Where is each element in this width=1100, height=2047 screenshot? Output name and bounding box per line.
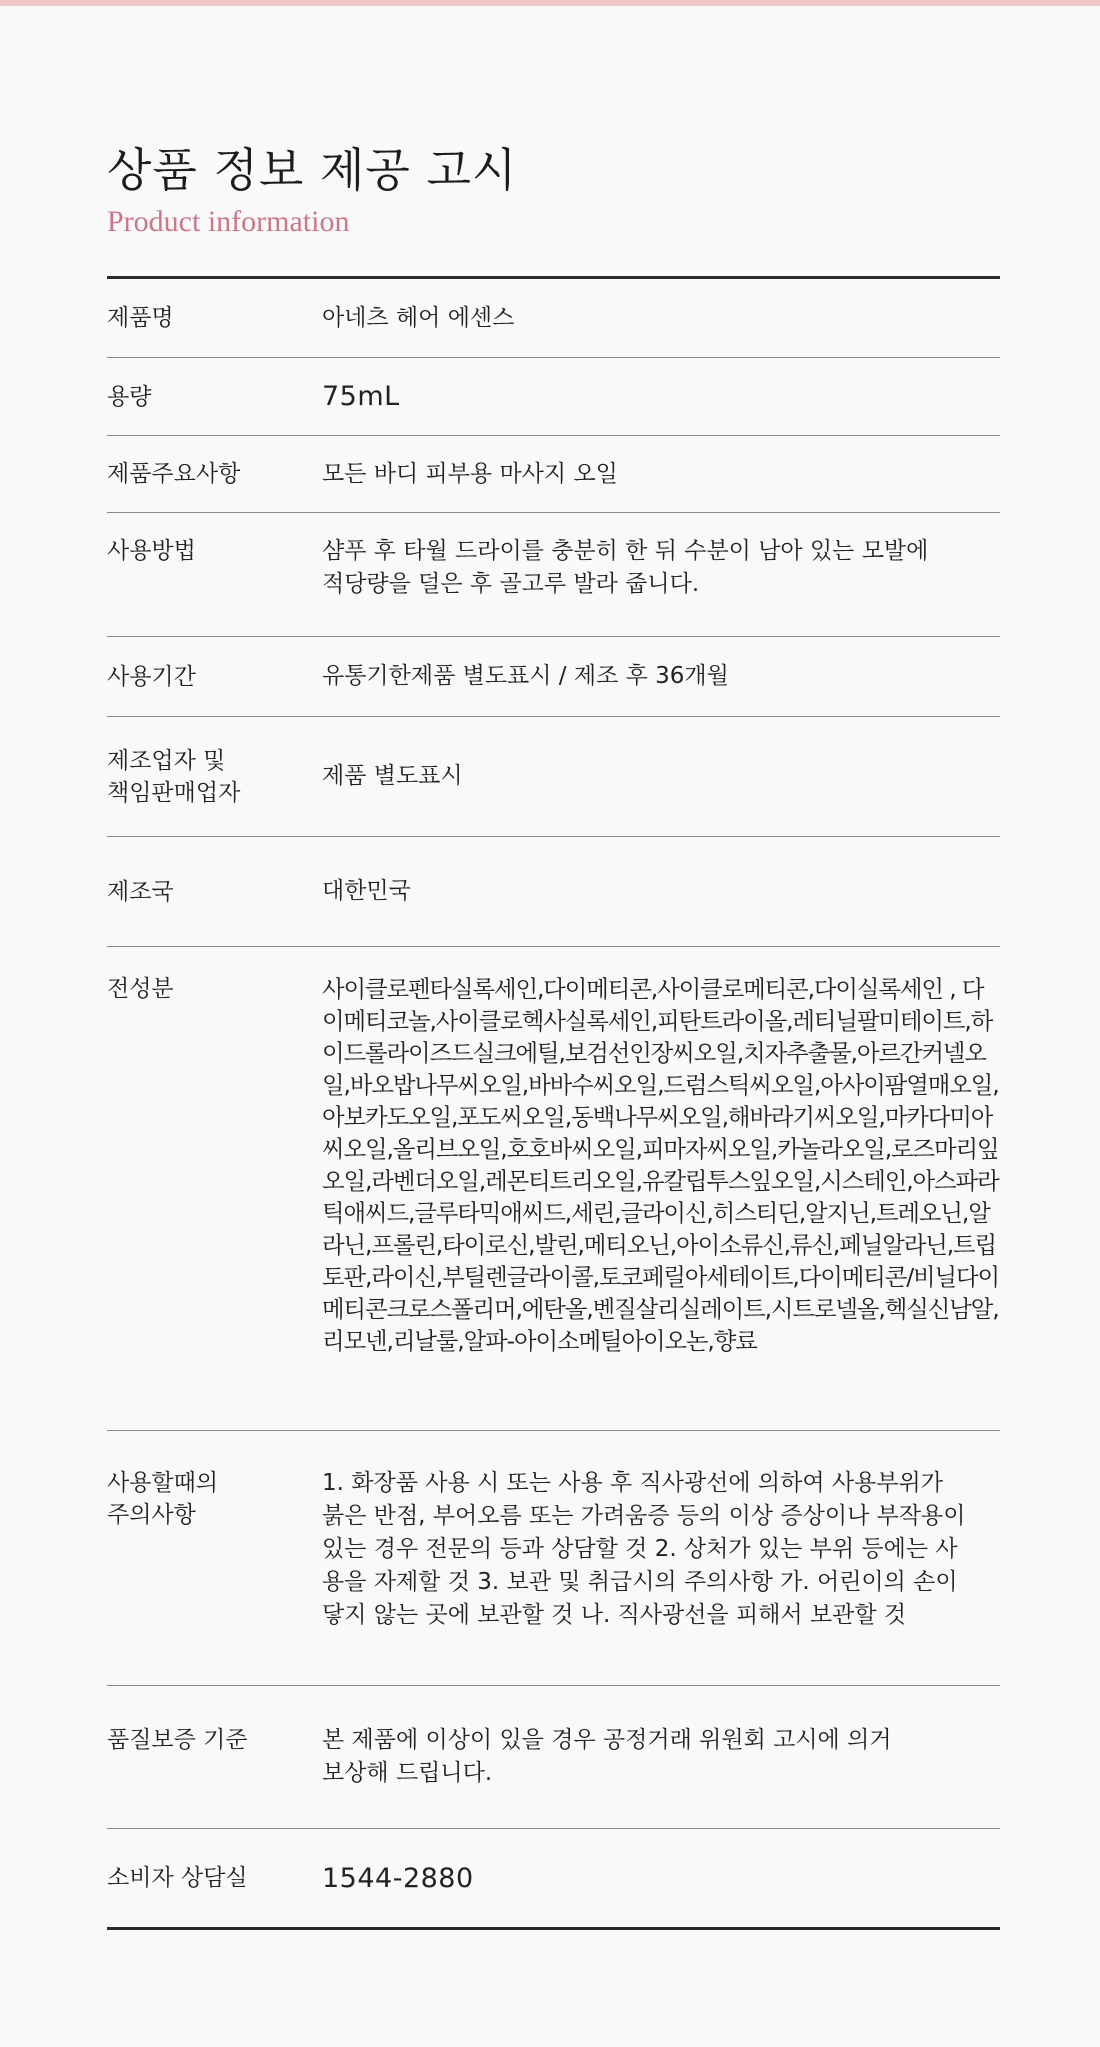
row-label: 품질보증 기준 [107,1727,248,1753]
row-ingredients [107,946,1000,1430]
row-key-features [107,435,1000,512]
row-value: 75mL [322,381,400,412]
row-value: 본 제품에 이상이 있을 경우 공정거래 위원회 고시에 의거 보상해 드립니다. [322,1727,892,1786]
row-value: 1. 화장품 사용 시 또는 사용 후 직사광선에 의하여 사용부위가 붉은 반점, 부어오름 또는 가려움증 등의 이상 증상이나 부작용이 있는 경우 전문의 등과 상담할 것 2. 상처가 있는 부위 등에는 사 용을 자제할 것 3. 보관 및 취급시의 주의사항 가. 어린이의 손이 닿지 않는 곳에 보관할 것 나. 직사광선을 피해서 보관할 것 [322,1470,966,1628]
row-value: 모든 바디 피부용 마사지 오일 [322,460,618,487]
row-label: 사용방법 [107,538,196,564]
product-info-table [107,276,1000,1930]
row-customer-service [107,1828,1000,1927]
row-volume [107,357,1000,435]
row-value: 유통기한제품 별도표시 / 제조 후 36개월 [322,663,729,689]
row-quality [107,1685,1000,1828]
row-label: 제품명 [107,305,174,331]
row-label: 제조국 [107,878,174,905]
page-title: 상품 정보 제공 고시 [107,143,518,197]
row-manufacturer [107,716,1000,836]
row-label: 사용기간 [107,663,196,690]
heading [107,140,517,242]
row-value: 대한민국 [322,878,411,904]
top-accent-bar [0,0,1100,6]
row-label: 제품주요사항 [107,461,241,487]
page-subtitle: Product information [107,205,350,238]
row-label: 용량 [107,383,152,410]
row-country [107,836,1000,946]
row-product-name [107,279,1000,357]
row-value: 제품 별도표시 [322,763,463,789]
row-period [107,636,1000,716]
row-precautions [107,1430,1000,1685]
row-label: 소비자 상담실 [107,1865,248,1891]
row-label: 사용할때의 주의사항 [107,1470,219,1528]
row-label: 제조업자 및 책임판매업자 [107,747,241,806]
row-value: 샴푸 후 타월 드라이를 충분히 한 뒤 수분이 남아 있는 모발에 적당량을 덜은 후 골고루 발라 줍니다. [322,538,929,597]
row-value: 아네츠 헤어 에센스 [322,304,515,331]
row-value: 사이클로펜타실록세인,다이메티콘,사이클로메티콘,다이실록세인 , 다 이메티코놀,사이클로헥사실록세인,피탄트라이올,레티닐팔미테이트,하이드롤라이즈드실크에틸,보검선인장씨오일,치자추출물,아르간커넬오일,바오밥나무씨오일,바바수씨오일,드럼스틱씨오일,아사이팜열매오일,아보카도오일,포도씨오일,동백나무씨오일,해바라기씨오일,마카다미아씨오일,올리브오일,호호바씨오일,피마자씨오일,카놀라오일,로즈마리잎오일,라벤더오일,레몬티트리오일,유칼립투스잎오일,시스테인,아스파라틱애씨드,글루타믹애씨드,세린,글라이신,히스티딘,알지닌,트레오닌,알라닌,프롤린,타이로신,발린,메티오닌,아이소류신,류신,페닐알라닌,트립토판,라이신,부틸렌글라이콜,토코페릴아세테이트,다이메티콘/비닐다이메티콘크로스폴리머,에탄올,벤질살리실레이트,시트로넬올,헥실신남알,리모넨,리날룰,알파-아이소메틸아이오논,향료 [322,975,999,1355]
row-value: 1544-2880 [322,1862,474,1894]
row-usage [107,512,1000,636]
row-label: 전성분 [107,976,174,1002]
